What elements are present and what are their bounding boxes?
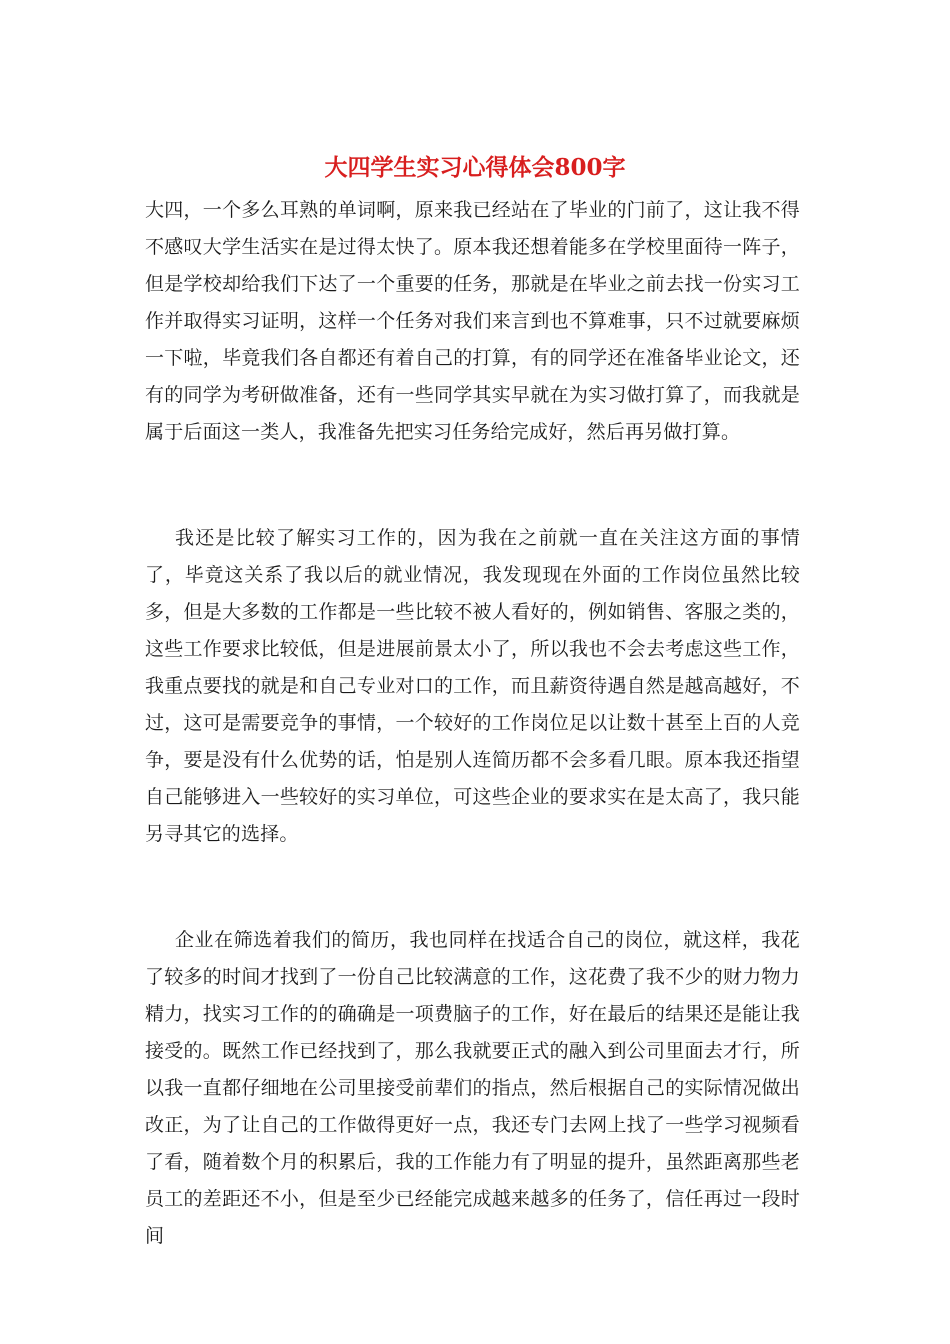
paragraph-2: 我还是比较了解实习工作的，因为我在之前就一直在关注这方面的事情了，毕竟这关系了我以后的就业情况，我发现现在外面的工作岗位虽然比较多，但是大多数的工作都是一些比较不被人看好的，例如销售、客服之类的，这些工作要求比较低，但是进展前景太小了，所以我也不会去考虑这些工作，我重点要找的就是和自己专业对口的工作，而且薪资待遇自然是越高越好，不过，这可是需要竞争的事情，一个较好的工作岗位足以让数十甚至上百的人竞争，要是没有什么优势的话，怕是别人连简历都不会多看几眼。原本我还指望自己能够进入一些较好的实习单位，可这些企业的要求实在是太高了，我只能另寻其它的选择。: [145, 527, 800, 845]
page-title: 大四学生实习心得体会800字: [324, 154, 626, 181]
paragraph-1: 大四，一个多么耳熟的单词啊，原来我已经站在了毕业的门前了，这让我不得不感叹大学生活实在是过得太快了。原本我还想着能多在学校里面待一阵子，但是学校却给我们下达了一个重要的任务，那就是在毕业之前去找一份实习工作并取得实习证明，这样一个任务对我们来言到也不算难事，只不过就要麻烦一下啦，毕竟我们各自都还有着自己的打算，有的同学还在准备毕业论文，还有的同学为考研做准备，还有一些同学其实早就在为实习做打算了，而我就是属于后面这一类人，我准备先把实习任务给完成好，然后再另做打算。: [145, 199, 800, 443]
paragraph-3: 企业在筛选着我们的简历，我也同样在找适合自己的岗位，就这样，我花了较多的时间才找到了一份自己比较满意的工作，这花费了我不少的财力物力精力，找实习工作的的确确是一项费脑子的工作，好在最后的结果还是能让我接受的。既然工作已经找到了，那么我就要正式的融入到公司里面去才行，所以我一直都仔细地在公司里接受前辈们的指点，然后根据自己的实际情况做出改正，为了让自己的工作做得更好一点，我还专门去网上找了一些学习视频看了看，随着数个月的积累后，我的工作能力有了明显的提升，虽然距离那些老员工的差距还不小，但是至少已经能完成越来越多的任务了，信任再过一段时间: [145, 929, 800, 1247]
